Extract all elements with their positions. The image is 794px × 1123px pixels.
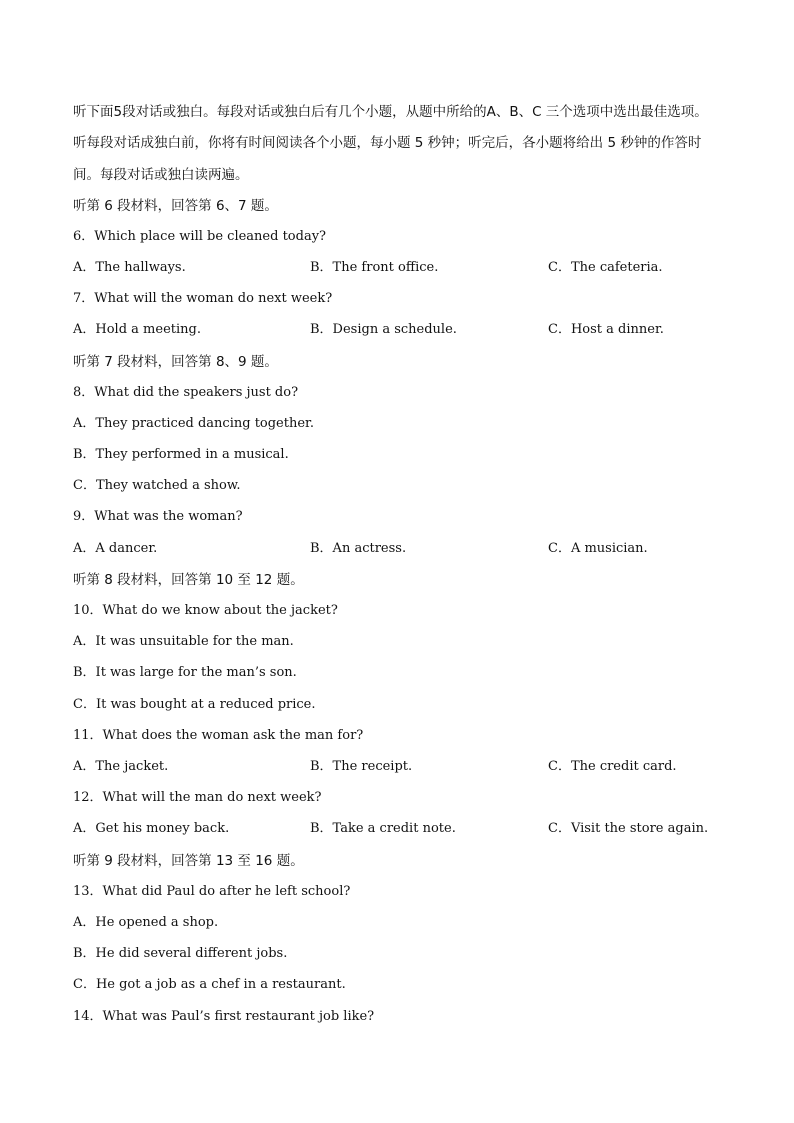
- instructions-line-2: 听每段对话成独白前，你将有时间阅读各个小题，每小题 5 秒钟；听完后，各小题将给出 5 秒钟的作答时: [73, 135, 702, 151]
- question-6-option-c: C．The cafeteria.: [548, 260, 663, 275]
- question-11-option-a: A．The jacket.: [73, 759, 169, 774]
- question-10-option-c: C．It was bought at a reduced price.: [73, 697, 316, 712]
- question-6-option-b: B．The front office.: [310, 260, 439, 275]
- question-8-option-b: B．They performed in a musical.: [73, 447, 289, 462]
- question-14: 14．What was Paul’s first restaurant job like?: [73, 1009, 375, 1024]
- question-12-option-c: C．Visit the store again.: [548, 821, 709, 836]
- question-13-option-a: A．He opened a shop.: [73, 915, 219, 930]
- question-13: 13．What did Paul do after he left school?: [73, 884, 351, 899]
- question-9: 9．What was the woman?: [73, 509, 243, 524]
- question-10-option-a: A．It was unsuitable for the man.: [73, 634, 294, 649]
- question-7: 7．What will the woman do next week?: [73, 291, 333, 306]
- section-heading-6: 听第 6 段材料，回答第 6、7 题。: [73, 198, 278, 214]
- question-9-option-b: B．An actress.: [310, 541, 407, 556]
- question-8-option-a: A．They practiced dancing together.: [73, 416, 314, 431]
- section-heading-7: 听第 7 段材料，回答第 8、9 题。: [73, 354, 278, 370]
- instructions-line-1: 听下面5段对话或独白。每段对话或独白后有几个小题，从题中所给的A、B、C 三个选项中选出最佳选项。: [73, 104, 708, 120]
- question-11-option-c: C．The credit card.: [548, 759, 677, 774]
- question-6: 6．Which place will be cleaned today?: [73, 229, 327, 244]
- question-12: 12．What will the man do next week?: [73, 790, 322, 805]
- question-8-option-c: C．They watched a show.: [73, 478, 241, 493]
- question-13-option-c: C．He got a job as a chef in a restaurant.: [73, 977, 346, 992]
- question-12-option-b: B．Take a credit note.: [310, 821, 456, 836]
- question-9-option-c: C．A musician.: [548, 541, 648, 556]
- question-10: 10．What do we know about the jacket?: [73, 603, 338, 618]
- section-heading-8: 听第 8 段材料，回答第 10 至 12 题。: [73, 572, 304, 588]
- question-11: 11．What does the woman ask the man for?: [73, 728, 364, 743]
- question-8: 8．What did the speakers just do?: [73, 385, 299, 400]
- question-11-option-b: B．The receipt.: [310, 759, 413, 774]
- question-9-option-a: A．A dancer.: [73, 541, 158, 556]
- instructions-line-3: 间。每段对话或独白读两遍。: [73, 167, 249, 183]
- section-heading-9: 听第 9 段材料，回答第 13 至 16 题。: [73, 853, 304, 869]
- question-10-option-b: B．It was large for the man’s son.: [73, 665, 297, 680]
- question-6-option-a: A．The hallways.: [73, 260, 186, 275]
- question-13-option-b: B．He did several different jobs.: [73, 946, 288, 961]
- question-7-option-c: C．Host a dinner.: [548, 322, 664, 337]
- question-12-option-a: A．Get his money back.: [73, 821, 230, 836]
- question-7-option-a: A．Hold a meeting.: [73, 322, 201, 337]
- question-7-option-b: B．Design a schedule.: [310, 322, 457, 337]
